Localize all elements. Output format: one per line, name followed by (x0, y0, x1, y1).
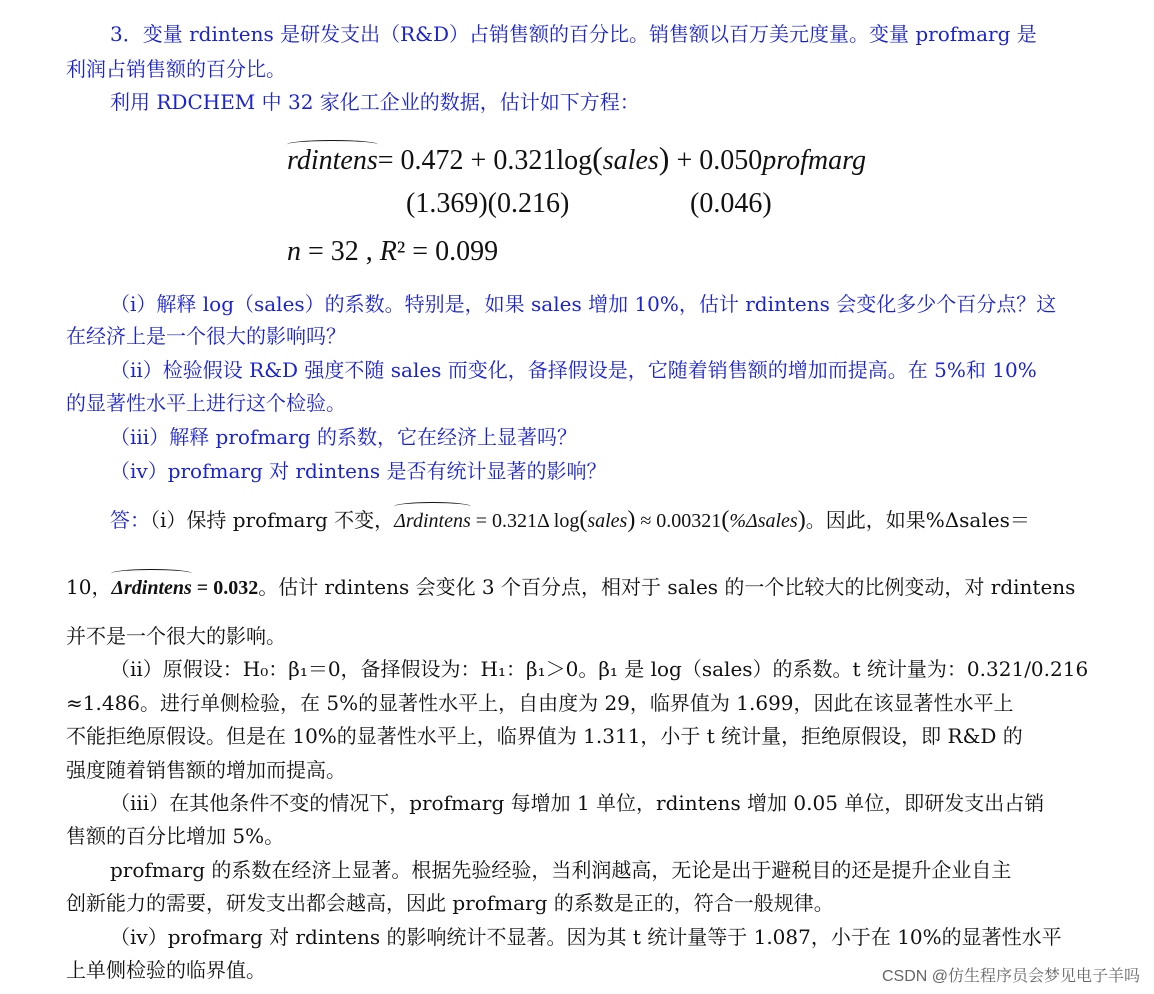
part-ii-line-1: （ii）检验假设 R&D 强度不随 sales 而变化，备择假设是，它随着销售额的增加而提高。在 5%和 10% (110, 358, 1037, 382)
answer-line-2 (66, 573, 1075, 602)
part-i-line-1: （i）解释 log（sales）的系数。特别是，如果 sales 增加 10%，估计 rdintens 会变化多少个百分点？这 (110, 292, 1057, 316)
answer-ii-line-3: 不能拒绝原假设。但是在 10%的显著性水平上，临界值为 1.311，小于 t 统计量，拒绝原假设，即 R&D 的 (66, 724, 1023, 748)
answer-ii-line-2: ≈1.486。进行单侧检验，在 5%的显著性水平上，自由度为 29，临界值为 1.699，因此在该显著性水平上 (66, 691, 1014, 715)
equation-sales: sales (602, 145, 659, 176)
answer-iii-line-1: （iii）在其他条件不变的情况下，profmarg 每增加 1 单位，rdintens 增加 0.05 单位，即研发支出占销 (110, 791, 1045, 815)
answer-iii-line-2: 售额的百分比增加 5%。 (66, 824, 285, 848)
question-line-3: 利用 RDCHEM 中 32 家化工企业的数据，估计如下方程： (110, 90, 640, 114)
answer-line-2-tail: 。估计 rdintens 会变化 3 个百分点，相对于 sales 的一个比较大的比例变动，对 rdintens (258, 575, 1076, 599)
r-label: R (379, 236, 397, 267)
answer-eq2-lhs: Δrdintens (111, 574, 191, 602)
question-line-1: 3．变量 rdintens 是研发支出（R&D）占销售额的百分比。销售额以百万美元度量。变量 profmarg 是 (110, 22, 1037, 46)
part-i-line-2: 在经济上是一个很大的影响吗？ (66, 324, 346, 348)
n-eq: = 32 , (301, 236, 380, 267)
equation-lhs: rdintens (287, 145, 378, 176)
equation-rhs-b: + 0.050 (669, 145, 763, 176)
question-line-2: 利润占销售额的百分比。 (66, 57, 286, 81)
regression-equation: rdintens= 0.472 + 0.321log(sales) + 0.050profmarg (287, 140, 866, 176)
sample-stats (287, 236, 498, 268)
answer-line-1: 答：（i）保持 profmarg 不变，Δrdintens = 0.321Δ log(sales) ≈ 0.00321(%Δsales)。因此，如果%Δsales＝ (110, 507, 1030, 533)
answer-eq-mid: = 0.321Δ log (470, 510, 580, 532)
part-iv-line: （iv）profmarg 对 rdintens 是否有统计显著的影响？ (110, 459, 607, 483)
answer-i-tail: 。因此，如果%Δsales＝ (805, 508, 1030, 532)
part-ii-line-2: 的显著性水平上进行这个检验。 (66, 391, 346, 415)
std-errors-a: (1.369)(0.216) (406, 188, 570, 219)
part-iii-line: （iii）解释 profmarg 的系数，它在经济上显著吗？ (110, 425, 577, 449)
equation-profmarg: profmarg (762, 145, 866, 176)
answer-eq-pct: %Δsales (729, 510, 798, 532)
answer-line-2-pre: 10， (66, 575, 112, 599)
answer-eq-approx: ≈ 0.00321 (635, 510, 722, 532)
answer-eq-sales: sales (587, 510, 628, 532)
answer-ii-line-1: （ii）原假设：H₀：β₁＝0，备择假设为：H₁：β₁＞0。β₁ 是 log（sales）的系数。t 统计量为：0.321/0.216 (110, 657, 1089, 681)
answer-iv-line-1: （iv）profmarg 对 rdintens 的影响统计不显著。因为其 t 统计量等于 1.087，小于在 10%的显著性水平 (110, 925, 1062, 949)
answer-eq-lhs: Δrdintens (394, 507, 471, 535)
answer-line-3: 并不是一个很大的影响。 (66, 624, 286, 648)
std-errors-b: (0.046) (690, 188, 772, 219)
answer-prefix: 答： (110, 508, 150, 532)
answer-iv-line-2: 上单侧检验的临界值。 (66, 958, 266, 982)
n-label: n (287, 236, 301, 267)
answer-i-text: （i）保持 profmarg 不变， (150, 508, 395, 532)
r-eq: ² = 0.099 (396, 236, 499, 267)
csdn-watermark: CSDN @仿生程序员会梦见电子羊吗 (881, 968, 1140, 985)
answer-iii-line-4: 创新能力的需要，研发支出都会越高，因此 profmarg 的系数是正的，符合一般规律。 (66, 891, 834, 915)
answer-iii-line-3: profmarg 的系数在经济上显著。根据先验经验，当利润越高，无论是出于避税目的还是提升企业自主 (110, 858, 1012, 882)
equation-rhs-a: = 0.472 + 0.321log (377, 145, 593, 176)
answer-eq2-rhs: = 0.032 (191, 577, 259, 599)
answer-ii-line-4: 强度随着销售额的增加而提高。 (66, 758, 346, 782)
